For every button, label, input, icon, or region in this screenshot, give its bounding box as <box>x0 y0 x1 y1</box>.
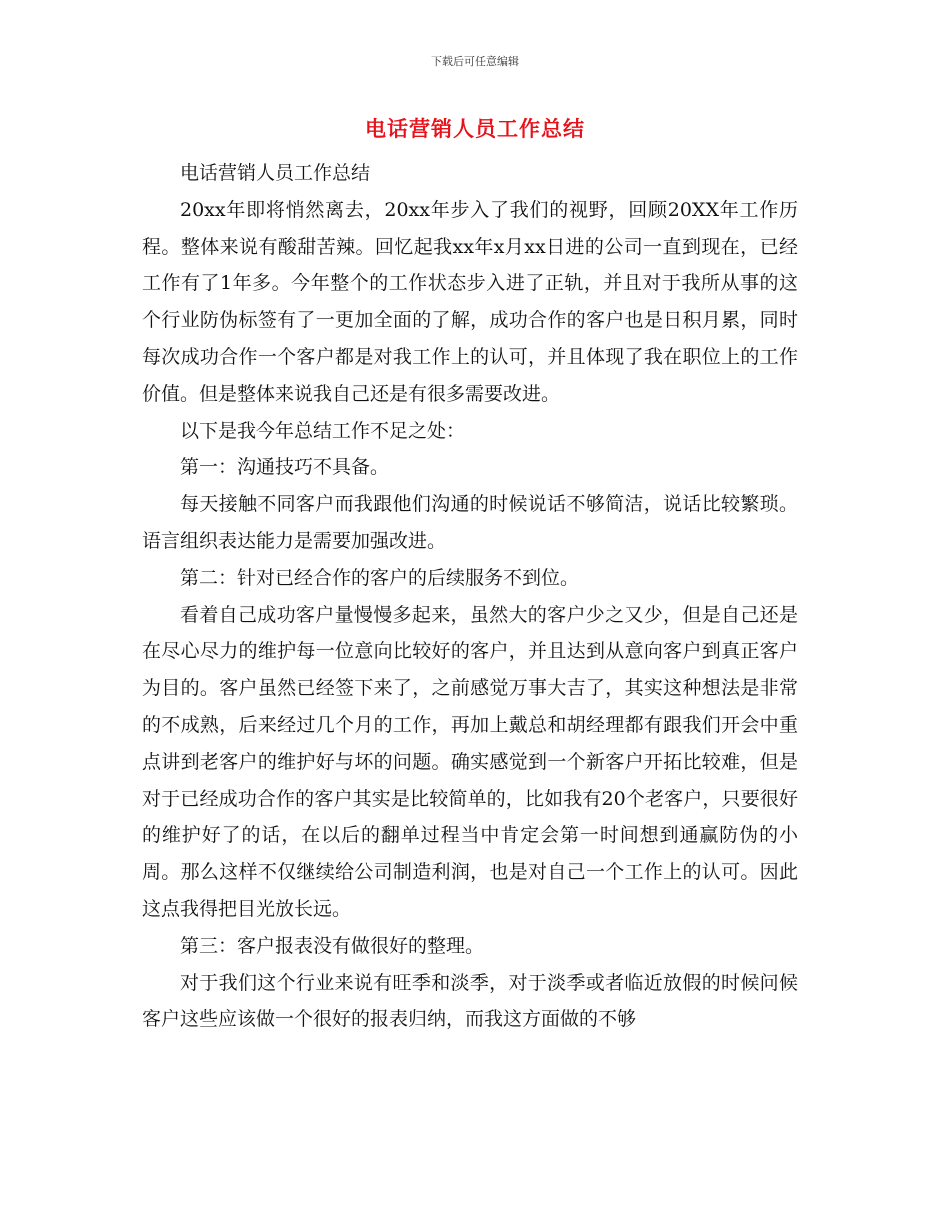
paragraph: 每天接触不同客户而我跟他们沟通的时候说话不够简洁，说话比较繁琐。语言组织表达能力是需要加强改进。 <box>142 493 798 552</box>
paragraph: 第三：客户报表没有做很好的整理。 <box>180 934 485 957</box>
document-body <box>142 155 798 1038</box>
paragraph: 第一：沟通技巧不具备。 <box>180 456 390 479</box>
document-title: 电话营销人员工作总结 <box>365 117 585 141</box>
paragraph: 对于我们这个行业来说有旺季和淡季，对于淡季或者临近放假的时候问候客户这些应该做一个很好的报表归纳，而我这方面做的不够 <box>142 971 798 1031</box>
paragraph: 20xx年即将悄然离去，20xx年步入了我们的视野，回顾20XX年工作历程。整体来说有酸甜苦辣。回忆起我xx年x月xx日进的公司一直到现在，已经工作有了1年多。今年整个的工作状态步入进了正轨，并且对于我所从事的这个行业防伪标签有了一更加全面的了解，成功合作的客户也是日积月累，同时每次成功合作一个客户都是对我工作上的认可，并且体现了我在职位上的工作价值。但是整体来说我自己还是有很多需要改进。 <box>142 198 798 405</box>
paragraph: 以下是我今年总结工作不足之处： <box>180 419 466 442</box>
header-note: 下载后可任意编辑 <box>431 55 519 68</box>
paragraph: 看着自己成功客户量慢慢多起来，虽然大的客户少之又少，但是自己还是在尽心尽力的维护每一位意向比较好的客户，并且达到从意向客户到真正客户为目的。客户虽然已经签下来了，之前感觉万事大吉了，其实这种想法是非常的不成熟，后来经过几个月的工作，再加上戴总和胡经理都有跟我们开会中重点讲到老客户的维护好与坏的问题。确实感觉到一个新客户开拓比较难，但是对于已经成功合作的客户其实是比较简单的，比如我有20个老客户，只要很好的维护好了的话，在以后的翻单过程当中肯定会第一时间想到通赢防伪的小周。那么这样不仅继续给公司制造利润，也是对自己一个工作上的认可。因此这点我得把目光放长远。 <box>142 603 798 920</box>
paragraph: 第二：针对已经合作的客户的后续服务不到位。 <box>180 566 580 589</box>
paragraph: 电话营销人员工作总结 <box>180 162 371 184</box>
